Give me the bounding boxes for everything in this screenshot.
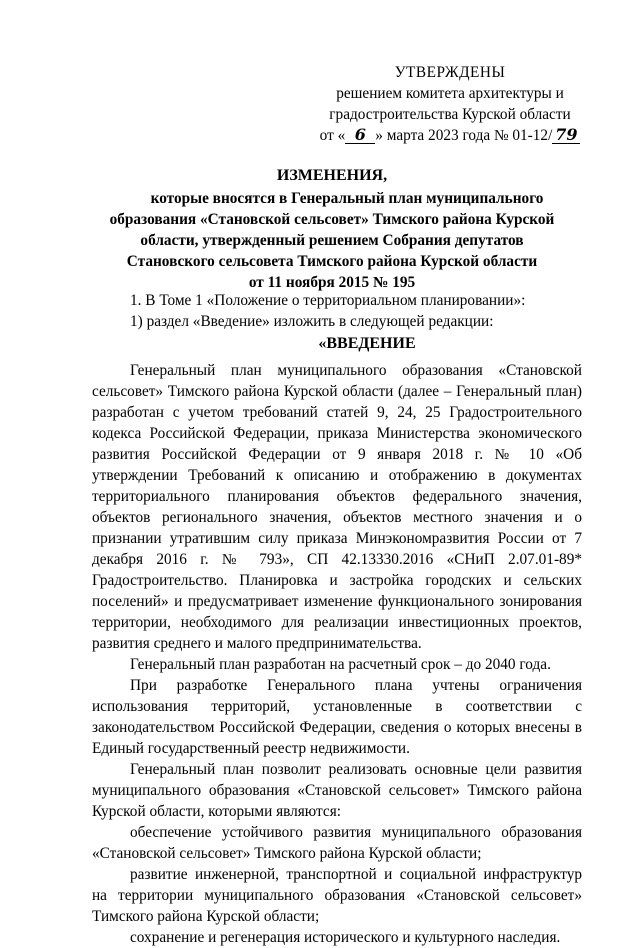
title-line: образования «Становской сельсовет» Тимского района Курской	[109, 211, 555, 228]
paragraph-3: При разработке Генерального плана учтены ограничения использования территорий, установленные в соответствии с законодательством Российской Федерации, сведения о которых внесены в Единый государственный реестр недвижимости.	[92, 677, 582, 757]
paragraph-1: Генеральный план муниципального образования «Становской сельсовет» Тимского района Курской области (далее – Генеральный план) разработан с учетом требований статей 9, 24, 25 Градостроительного кодекса Российской Федерации, приказа Министерства экономического развития Российской Федерации от 9 января 2018 г. № 10 «Об утверждении Требований к описанию и отображению в документах территориального планирования объектов федерального значения, объектов регионального значения, объектов местного значения и о признании утратившим силу приказа Минэкономразвития России от 7 декабря 2016 г. № 793», СП 42.13330.2016 «СНиП 2.07.01-89* Градостроительство. Планировка и застройка городских и сельских поселений» и предусматривает изменение функционального зонирования территории, необходимого для реализации инвестиционных проектов, развития среднего и малого предпринимательства.	[92, 362, 582, 652]
title-line: области, утвержденный решением Собрания депутатов	[140, 232, 524, 249]
introduction-body	[92, 360, 582, 948]
amendment-items	[92, 290, 582, 354]
approval-stamp	[300, 62, 600, 146]
title-line: от 11 ноября 2015 № 195	[248, 274, 416, 291]
item-2: 1) раздел «Введение» изложить в следующей редакции:	[130, 313, 494, 330]
paragraph-4: Генеральный план позволит реализовать основные цели развития муниципального образования «Становской сельсовет» Тимского района Курской области, которыми являются:	[92, 761, 582, 820]
goal-item-3: сохранение и регенерация исторического и культурного наследия.	[130, 929, 561, 946]
approval-line-2: градостроительства Курской области	[329, 106, 571, 123]
goal-item-2: развитие инженерной, транспортной и социальной инфраструктур на территории муниципального образования «Становской сельсовет» Тимского района Курской области;	[92, 866, 582, 925]
handwritten-number: 79	[552, 127, 580, 144]
approval-date-line	[300, 125, 600, 146]
handwritten-date: 6	[345, 127, 375, 144]
approval-title: УТВЕРЖДЕНЫ	[394, 64, 506, 81]
document-title	[92, 165, 572, 293]
title-line: Становского сельсовета Тимского района Курской области	[126, 253, 538, 270]
approval-date-suffix: » марта 2023 года № 01-12/	[375, 127, 553, 144]
paragraph-2: Генеральный план разработан на расчетный срок – до 2040 года.	[130, 656, 551, 673]
item-1: 1. В Томе 1 «Положение о территориальном планировании»:	[130, 292, 526, 309]
title-line: которые вносятся в Генеральный план муниципального	[150, 190, 544, 207]
section-heading: «ВВЕДЕНИЕ	[318, 335, 416, 352]
title-main: ИЗМЕНЕНИЯ,	[276, 167, 388, 184]
goal-item-1: обеспечение устойчивого развития муниципального образования «Становской сельсовет» Тимского района Курской области;	[92, 824, 582, 862]
approval-from-prefix: от «	[319, 127, 346, 144]
approval-line-1: решением комитета архитектуры и	[336, 85, 564, 102]
